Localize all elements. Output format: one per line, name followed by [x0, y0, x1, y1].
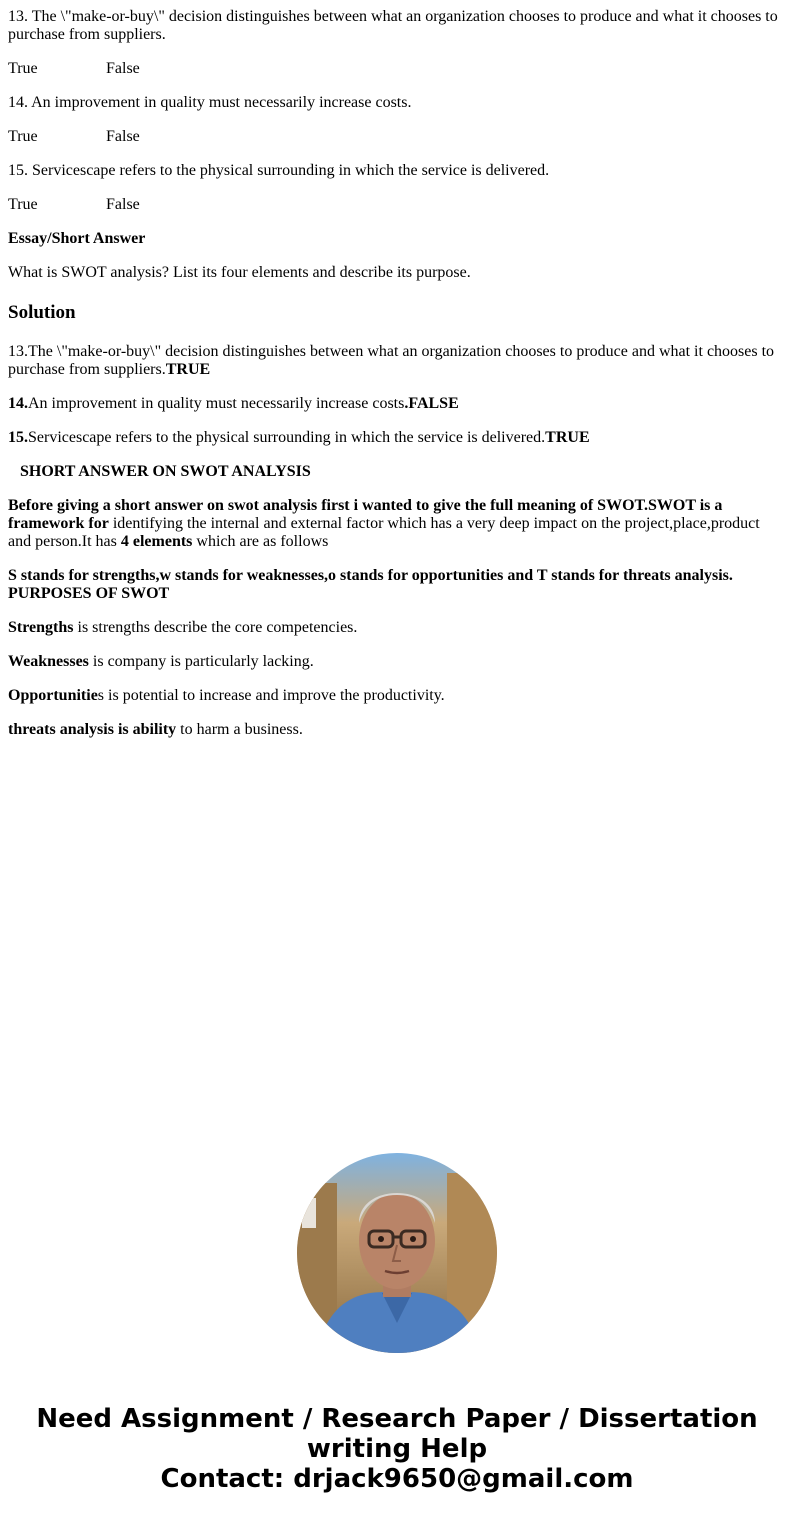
purpose-opportunities: Opportunities is potential to increase and improve the productivity. [8, 687, 445, 704]
answer-13: 13.The \"make-or-buy\" decision distinguishes between what an organization chooses to produce and what it chooses to purchase from suppliers.TRUE [8, 343, 775, 378]
question-14: 14. An improvement in quality must necessarily increase costs. [8, 94, 412, 111]
essay-question: What is SWOT analysis? List its four elements and describe its purpose. [8, 264, 471, 281]
person-portrait-image [297, 1153, 497, 1353]
swot-intro: Before giving a short answer on swot analysis first i wanted to give the full meaning of SWOT.SWOT is a framework for identifying the internal and external factor which has a very deep impact on the project,place,product and person.It has 4 elements which are as follows [8, 497, 760, 550]
essay-heading: Essay/Short Answer [8, 230, 146, 247]
true-option: True [8, 196, 38, 213]
contact-banner [0, 1404, 794, 1494]
true-option: True [8, 60, 38, 77]
banner-contact-line: Contact: drjack9650@gmail.com [160, 1464, 634, 1494]
purpose-threats: threats analysis is ability to harm a business. [8, 721, 303, 738]
purpose-strengths: Strengths is strengths describe the core competencies. [8, 619, 358, 636]
false-option: False [106, 196, 140, 213]
purpose-weaknesses: Weaknesses is company is particularly lacking. [8, 653, 314, 670]
true-false-options-14 [8, 128, 786, 146]
question-15: 15. Servicescape refers to the physical surrounding in which the service is delivered. [8, 162, 550, 179]
swot-heading: SHORT ANSWER ON SWOT ANALYSIS [20, 463, 311, 480]
answer-14: 14.An improvement in quality must necessarily increase costs.FALSE [8, 395, 459, 412]
tutor-avatar [297, 1153, 497, 1353]
false-option: False [106, 128, 140, 145]
false-option: False [106, 60, 140, 77]
document-body [8, 8, 786, 755]
solution-heading: Solution [8, 302, 76, 323]
banner-line-2: writing Help [306, 1434, 488, 1464]
banner-line-1: Need Assignment / Research Paper / Dissertation [36, 1404, 758, 1434]
answer-15: 15.Servicescape refers to the physical surrounding in which the service is delivered.TRUE [8, 429, 590, 446]
true-false-options-13 [8, 60, 786, 78]
true-option: True [8, 128, 38, 145]
true-false-options-15 [8, 196, 786, 214]
swot-elements: S stands for strengths,w stands for weaknesses,o stands for opportunities and T stands for threats analysis. PURPOSES OF SWOT [8, 567, 733, 602]
question-13: 13. The \"make-or-buy\" decision distinguishes between what an organization chooses to produce and what it chooses to purchase from suppliers. [8, 8, 778, 43]
